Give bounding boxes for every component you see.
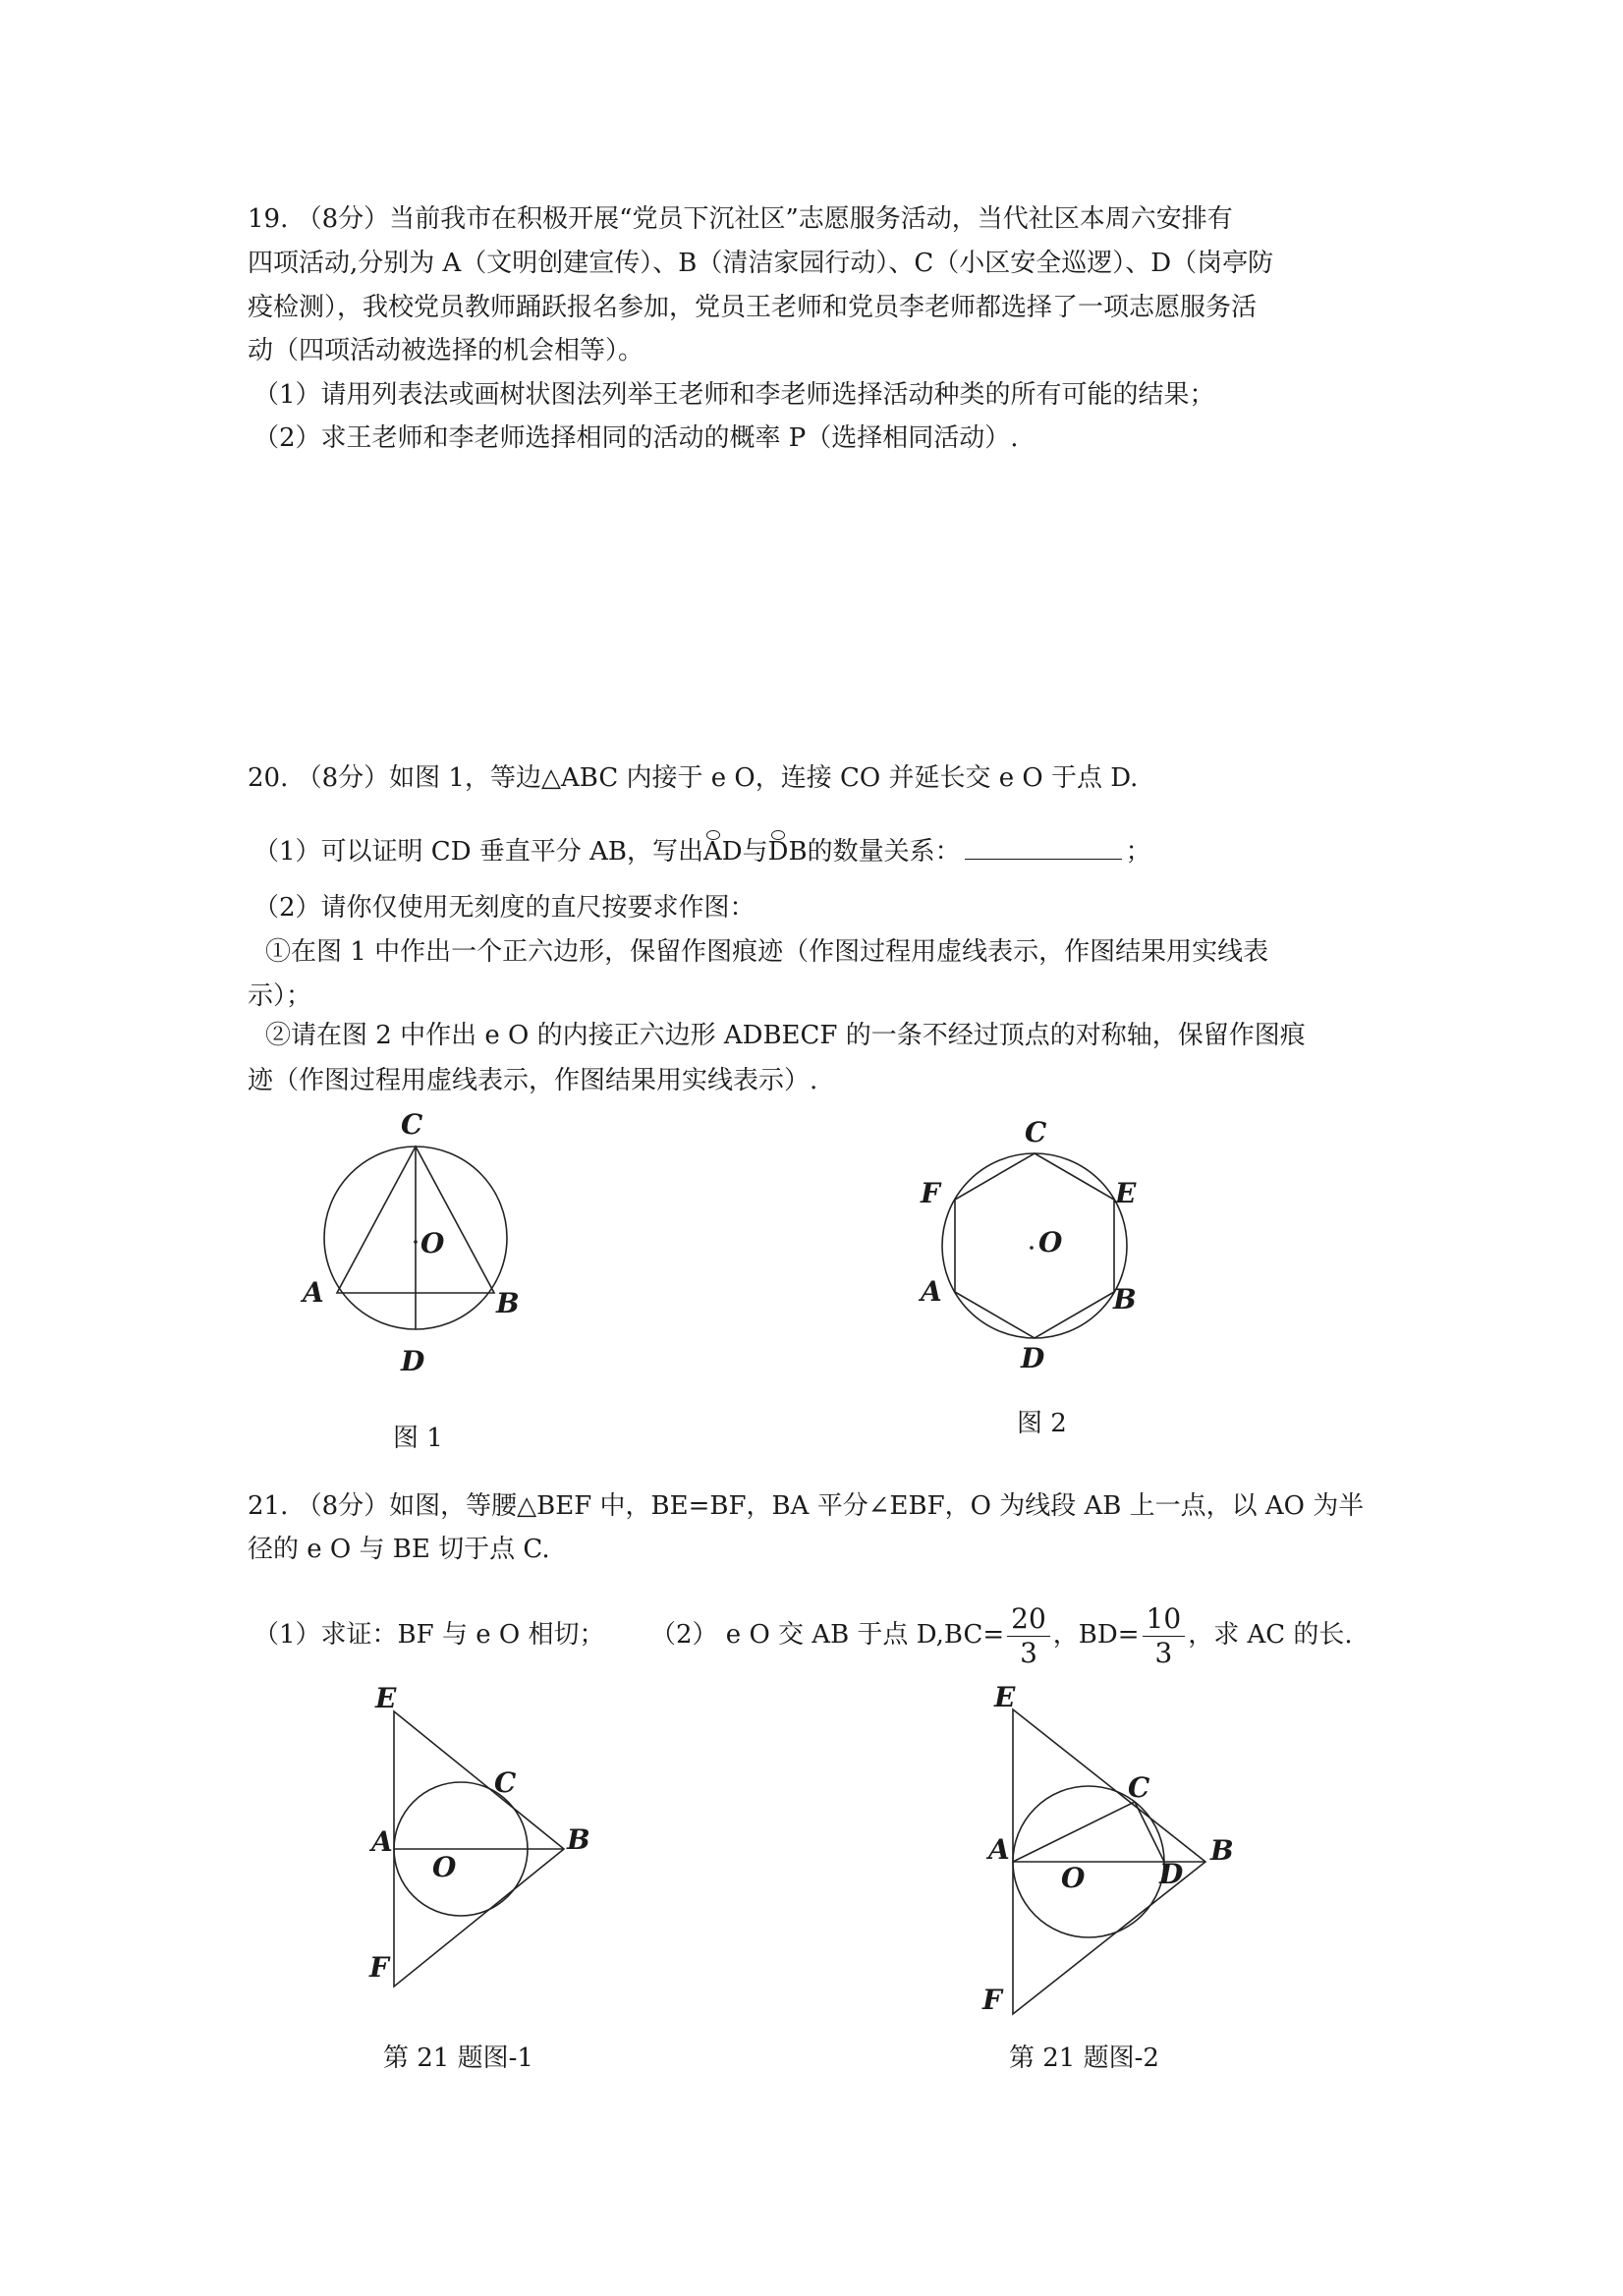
- q19-line-2: 四项活动,分别为 A（文明创建宣传）、B（清洁家园行动）、C（小区安全巡逻）、D（岗亭防: [248, 249, 1274, 278]
- fraction-bc-denominator: 3: [1020, 1636, 1037, 1669]
- circle-o: [942, 1153, 1127, 1338]
- q19-line-1: 19. （8分）当前我市在积极开展“党员下沉社区”志愿服务活动，当代社区本周六安排有: [248, 204, 1233, 234]
- arc-db-label: DB: [768, 834, 808, 869]
- label-a: A: [921, 1275, 942, 1308]
- q20-part-2: （2）请你仅使用无刻度的直尺按要求作图：: [253, 893, 756, 923]
- segment-cd: [1135, 1802, 1164, 1862]
- label-o: O: [420, 1227, 445, 1260]
- q21-parts: [253, 1596, 1353, 1674]
- q21-part-2-pre: （2） e O 交 AB 于点 D,BC=: [649, 1620, 1005, 1650]
- q21-figure-1-caption: 第 21 题图-1: [383, 2044, 533, 2073]
- center-point: [1030, 1246, 1034, 1250]
- label-b: B: [1210, 1834, 1234, 1867]
- fraction-bc: [1007, 1602, 1050, 1670]
- q19-line-3: 疫检测），我校党员教师踊跃报名参加，党员王老师和党员李老师都选择了一项志愿服务活: [248, 293, 1258, 322]
- q21-line-2: 径的 e O 与 BE 切于点 C.: [248, 1535, 550, 1564]
- q19-part-2: （2）求王老师和李老师选择相同的活动的概率 P（选择相同活动）.: [253, 423, 1019, 453]
- q20-figure-1: [295, 1110, 550, 1385]
- q20-step-2b: 迹（作图过程用虚线表示，作图结果用实线表示）.: [248, 1066, 818, 1095]
- q20-figure-2-caption: 图 2: [1017, 1409, 1067, 1438]
- label-e: E: [1115, 1177, 1137, 1209]
- q20-figure-2: [909, 1108, 1164, 1383]
- segment-ac: [1013, 1802, 1135, 1862]
- label-d: D: [1159, 1858, 1184, 1890]
- label-a: A: [371, 1825, 393, 1858]
- label-c: C: [1128, 1771, 1150, 1804]
- label-c: C: [1025, 1116, 1047, 1148]
- q19-part-1: （1）请用列表法或画树状图法列举王老师和李老师选择活动种类的所有可能的结果；: [253, 380, 1215, 410]
- label-a: A: [303, 1276, 324, 1309]
- label-d: D: [401, 1345, 425, 1377]
- q20-part-1-pre: （1）可以证明 CD 垂直平分 AB，写出: [253, 837, 703, 867]
- q20-part-1: [253, 833, 1151, 869]
- label-a: A: [988, 1833, 1010, 1866]
- label-o: O: [1038, 1226, 1063, 1259]
- label-f: F: [982, 1984, 1002, 2016]
- fraction-bd-numerator: 10: [1143, 1602, 1186, 1637]
- q20-part-1-mid: 与: [742, 837, 768, 867]
- q19-line-4: 动（四项活动被选择的机会相等）。: [248, 336, 644, 365]
- q20-line-1: 20. （8分）如图 1，等边△ABC 内接于 e O，连接 CO 并延长交 e O 于点 D.: [248, 763, 1139, 793]
- label-e: E: [375, 1682, 397, 1714]
- q20-step-1b: 示）；: [248, 981, 312, 1011]
- label-f: F: [369, 1951, 389, 1984]
- fraction-bd: [1143, 1602, 1186, 1670]
- label-b: B: [567, 1823, 590, 1856]
- answer-blank: [965, 833, 1122, 860]
- label-c: C: [401, 1108, 423, 1141]
- q21-part-2-mid: ，BD=: [1052, 1620, 1140, 1650]
- label-o: O: [432, 1851, 457, 1883]
- q21-line-1: 21. （8分）如图，等腰△BEF 中，BE=BF，BA 平分∠EBF，O 为线段 AB 上一点，以 AO 为半: [248, 1491, 1365, 1521]
- fraction-bd-denominator: 3: [1154, 1636, 1173, 1669]
- q20-step-1a: ①在图 1 中作出一个正六边形，保留作图痕迹（作图过程用虚线表示，作图结果用实线表: [265, 937, 1269, 967]
- q21-figure-2-caption: 第 21 题图-2: [1009, 2044, 1159, 2073]
- label-o: O: [1061, 1862, 1086, 1894]
- q20-part-1-end: ；: [1125, 837, 1151, 867]
- label-d: D: [1021, 1342, 1045, 1374]
- label-b: B: [496, 1287, 520, 1319]
- q20-step-2a: ②请在图 2 中作出 e O 的内接正六边形 ADBECF 的一条不经过顶点的对称轴，保留作图痕: [265, 1021, 1306, 1050]
- q20-figure-1-caption: 图 1: [393, 1424, 443, 1453]
- label-c: C: [494, 1766, 517, 1799]
- label-e: E: [994, 1681, 1016, 1713]
- label-b: B: [1113, 1283, 1137, 1316]
- q21-figure-1: [364, 1682, 599, 1985]
- fraction-bc-numerator: 20: [1007, 1602, 1050, 1637]
- q21-part-1: （1）求证：BF 与 e O 相切；: [253, 1620, 605, 1650]
- label-f: F: [921, 1177, 940, 1209]
- q20-part-1-post: 的数量关系：: [807, 837, 961, 867]
- center-point: [414, 1240, 418, 1244]
- arc-ad-label: AD: [703, 834, 743, 869]
- q21-figure-2: [982, 1681, 1258, 2019]
- hexagon-adbecf: [955, 1153, 1114, 1338]
- q21-part-2-post: ，求 AC 的长.: [1188, 1620, 1353, 1650]
